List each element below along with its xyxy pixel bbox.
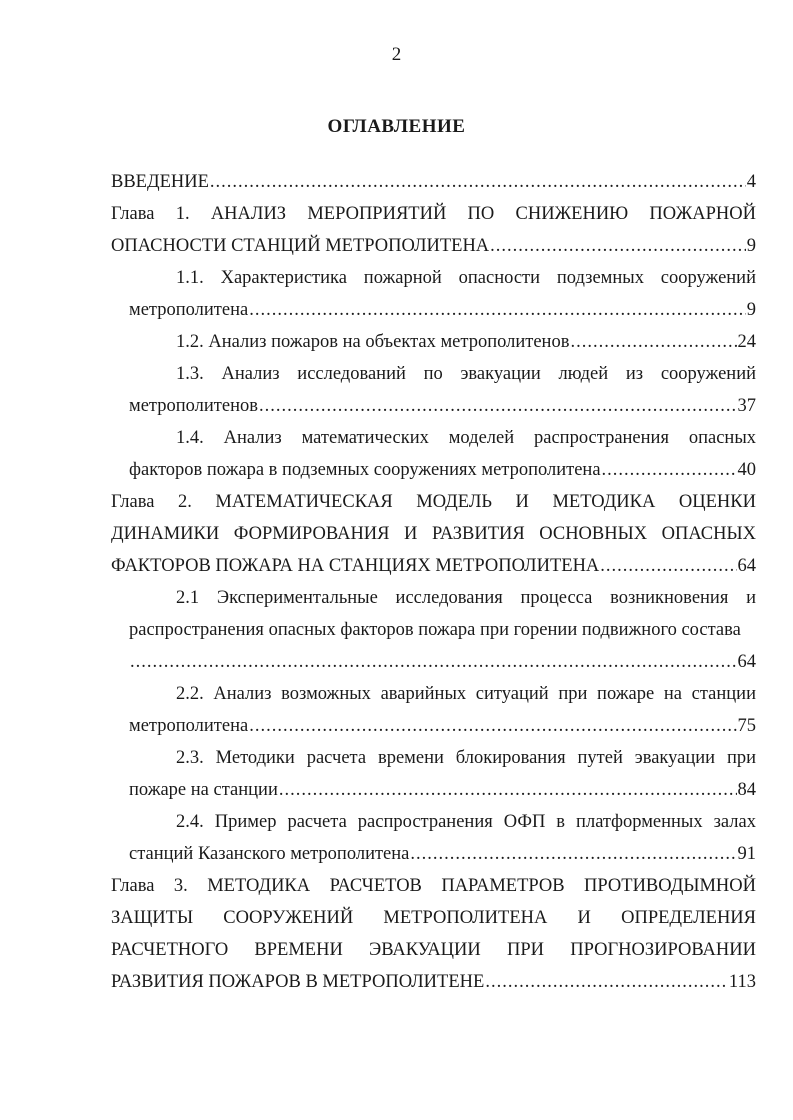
toc-entry-page: 84	[737, 780, 756, 800]
toc-entry-title: 2.1 Экспериментальные исследования процесса возникновения и	[176, 588, 756, 608]
toc-entry-title-cont: РАЗВИТИЯ ПОЖАРОВ В МЕТРОПОЛИТЕНЕ	[111, 972, 485, 992]
leader-dots	[249, 294, 746, 326]
toc-entry-1-1	[111, 262, 756, 326]
toc-entry-title: 2.4. Пример расчета распространения ОФП в платформенных залах	[176, 812, 756, 832]
toc-entry-title-cont: станций Казанского метрополитена	[129, 844, 410, 864]
toc-entry-page: 40	[737, 460, 756, 480]
toc-entry-title: 1.1. Характеристика пожарной опасности подземных сооружений	[176, 268, 756, 288]
toc-entry-introduction	[111, 166, 756, 198]
toc-entry-title: Глава 3. МЕТОДИКА РАСЧЕТОВ ПАРАМЕТРОВ ПРОТИВОДЫМНОЙ	[111, 876, 756, 896]
toc-entry-page: 24	[737, 332, 756, 352]
page-title: ОГЛАВЛЕНИЕ	[327, 116, 466, 137]
toc-entry-page: 4	[746, 172, 756, 192]
toc-entry-chapter-2	[111, 486, 756, 582]
leader-dots	[602, 454, 737, 486]
toc-entry-title: Глава 1. АНАЛИЗ МЕРОПРИЯТИЙ ПО СНИЖЕНИЮ ПОЖАРНОЙ	[111, 204, 756, 224]
leader-dots	[490, 230, 746, 262]
leader-dots	[485, 966, 728, 998]
toc-entry-2-3	[111, 742, 756, 806]
toc-entry-title: Глава 2. МАТЕМАТИЧЕСКАЯ МОДЕЛЬ И МЕТОДИКА ОЦЕНКИ	[111, 492, 756, 512]
leader-dots	[600, 550, 736, 582]
toc-entry-title-cont: ДИНАМИКИ ФОРМИРОВАНИЯ И РАЗВИТИЯ ОСНОВНЫХ ОПАСНЫХ	[111, 524, 756, 544]
toc-entry-title-cont: метрополитенов	[129, 396, 258, 416]
toc-entry-2-2	[111, 678, 756, 742]
toc-entry-page: 37	[737, 396, 756, 416]
leader-dots	[210, 166, 746, 198]
toc-entry-title: ВВЕДЕНИЕ	[111, 172, 209, 192]
toc-entry-title: 1.2. Анализ пожаров на объектах метрополитенов	[176, 332, 570, 352]
toc-entry-title: 1.3. Анализ исследований по эвакуации людей из сооружений	[176, 364, 756, 384]
toc-entry-title-cont: распространения опасных факторов пожара при горении подвижного состава	[129, 620, 741, 640]
toc-entry-page: 9	[746, 236, 756, 256]
toc-entry-chapter-3	[111, 870, 756, 998]
leader-dots	[570, 326, 736, 358]
page-number: 2	[391, 44, 402, 65]
leader-dots	[259, 390, 737, 422]
toc-entry-title-cont: факторов пожара в подземных сооружениях метрополитена	[129, 460, 601, 480]
table-of-contents	[111, 166, 756, 998]
toc-entry-page: 9	[746, 300, 756, 320]
toc-entry-1-2	[111, 326, 756, 358]
leader-dots	[130, 646, 737, 678]
toc-entry-title: 2.3. Методики расчета времени блокирования путей эвакуации при	[176, 748, 756, 768]
toc-entry-2-4	[111, 806, 756, 870]
toc-entry-page: 91	[737, 844, 756, 864]
toc-entry-title-cont: ОПАСНОСТИ СТАНЦИЙ МЕТРОПОЛИТЕНА	[111, 236, 490, 256]
toc-entry-chapter-1	[111, 198, 756, 262]
toc-entry-page: 64	[737, 556, 756, 576]
toc-entry-title-cont: метрополитена	[129, 716, 249, 736]
leader-dots	[249, 710, 736, 742]
leader-dots	[410, 838, 736, 870]
toc-entry-title: 2.2. Анализ возможных аварийных ситуаций при пожаре на станции	[176, 684, 756, 704]
toc-entry-title: 1.4. Анализ математических моделей распространения опасных	[176, 428, 756, 448]
toc-entry-title-cont: ЗАЩИТЫ СООРУЖЕНИЙ МЕТРОПОЛИТЕНА И ОПРЕДЕЛЕНИЯ	[111, 908, 756, 928]
leader-dots	[279, 774, 737, 806]
toc-entry-page: 113	[728, 972, 756, 992]
toc-entry-title-cont: метрополитена	[129, 300, 249, 320]
toc-entry-title-cont: РАСЧЕТНОГО ВРЕМЕНИ ЭВАКУАЦИИ ПРИ ПРОГНОЗИРОВАНИИ	[111, 940, 756, 960]
toc-entry-1-4	[111, 422, 756, 486]
toc-entry-title-cont: пожаре на станции	[129, 780, 278, 800]
toc-entry-2-1	[111, 582, 756, 678]
toc-entry-1-3	[111, 358, 756, 422]
toc-entry-page: 64	[737, 652, 756, 672]
toc-entry-page: 75	[737, 716, 756, 736]
toc-entry-title-cont: ФАКТОРОВ ПОЖАРА НА СТАНЦИЯХ МЕТРОПОЛИТЕНА	[111, 556, 600, 576]
